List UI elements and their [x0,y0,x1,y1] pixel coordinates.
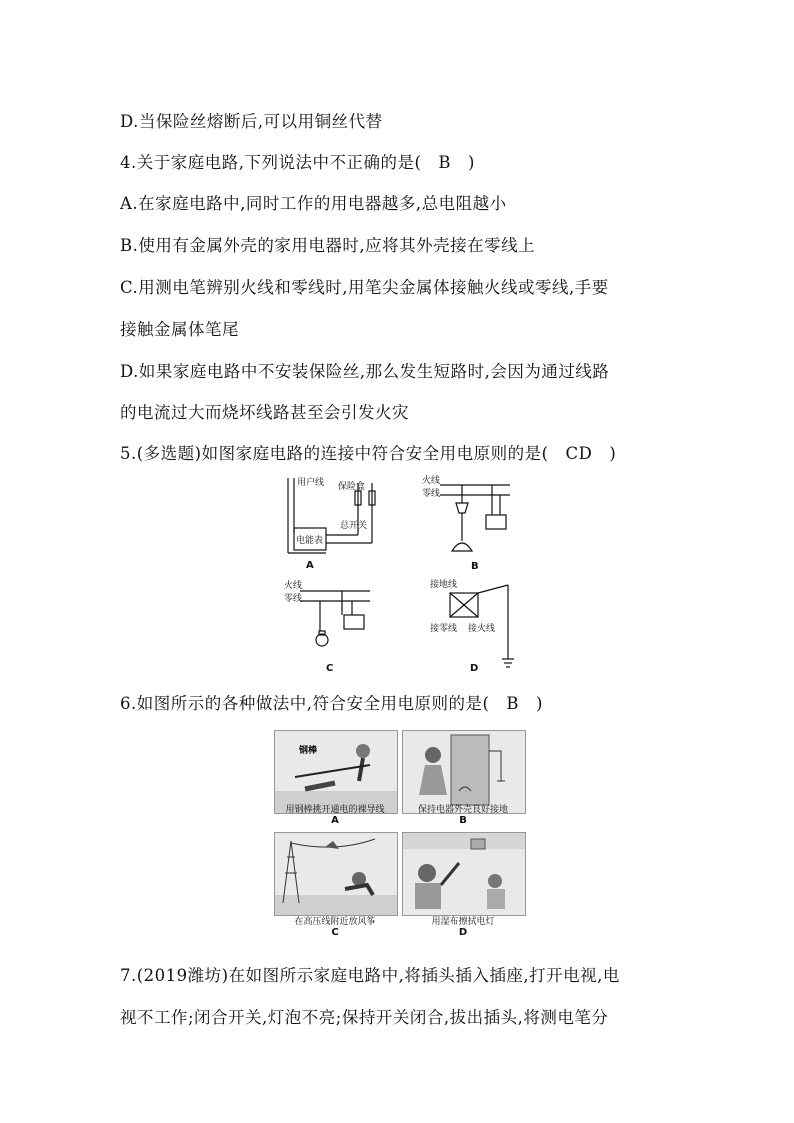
q4-option-b: B.使用有金属外壳的家用电器时,应将其外壳接在零线上 [120,236,536,255]
q6-letter-d: D [458,927,468,938]
fig5-letter-a: A [306,560,314,571]
q6-caption-c: 在高压线附近放风筝 [294,917,376,927]
q4-option-c-line1: C.用测电笔辨别火线和零线时,用笔尖金属体接触火线或零线,手要 [120,278,609,297]
q4-option-d-line1: D.如果家庭电路中不安装保险丝,那么发生短路时,会因为通过线路 [120,362,610,381]
fig5-c-neutral-label: 零线 [284,594,303,604]
fig5-letter-b: B [471,561,479,572]
fig5-d-neutral-label: 接零线 [430,624,458,634]
fig5-a-fuse-box-label: 保险盒 [338,482,366,492]
q6-letter-b: B [459,815,467,826]
question-7-line1: 7.(2019潍坊)在如图所示家庭电路中,将插头插入插座,打开电视,电 [120,966,620,985]
q6-pic-c [274,832,398,916]
q6-caption-d: 用湿布擦拭电灯 [431,917,495,927]
q6-letter-c: C [331,927,339,938]
q6-caption-b: 保持电器外壳良好接地 [417,805,508,815]
fig5-letter-d: D [470,663,479,674]
fig5-d-ground-label: 接地线 [430,580,458,590]
fig5-b-neutral-label: 零线 [422,489,441,499]
q5-circuit-figure [280,473,520,678]
question-4: 4.关于家庭电路,下列说法中不正确的是( B ) [120,153,475,172]
q6-pic-d [402,832,526,916]
q4-option-c-line2: 接触金属体笔尾 [120,320,239,339]
fig6-a-rod-label: 钢棒 [299,746,318,756]
q6-letter-a: A [331,815,339,826]
q4-option-a: A.在家庭电路中,同时工作的用电器越多,总电阻越小 [120,194,507,213]
fig5-b-live-label: 火线 [422,476,441,486]
fig5-c-live-label: 火线 [284,581,303,591]
fig5-a-main-switch-label: 总开关 [340,521,368,531]
question-6: 6.如图所示的各种做法中,符合安全用电原则的是( B ) [120,694,543,713]
question-5: 5.(多选题)如图家庭电路的连接中符合安全用电原则的是( CD ) [120,444,617,463]
fig5-a-household-line-label: 用户线 [297,478,325,488]
line-fuse-option-d: D.当保险丝熔断后,可以用铜丝代替 [120,112,383,131]
question-7-line2: 视不工作;闭合开关,灯泡不亮;保持开关闭合,拔出插头,将测电笔分 [120,1008,609,1027]
fig5-letter-c: C [326,663,334,674]
q4-option-d-line2: 的电流过大而烧坏线路甚至会引发火灾 [120,403,409,422]
q6-caption-a: 用钢棒挑开通电的裸导线 [285,805,385,815]
fig5-a-meter-label: 电能表 [296,536,324,546]
fig5-d-live-label: 接火线 [468,624,496,634]
